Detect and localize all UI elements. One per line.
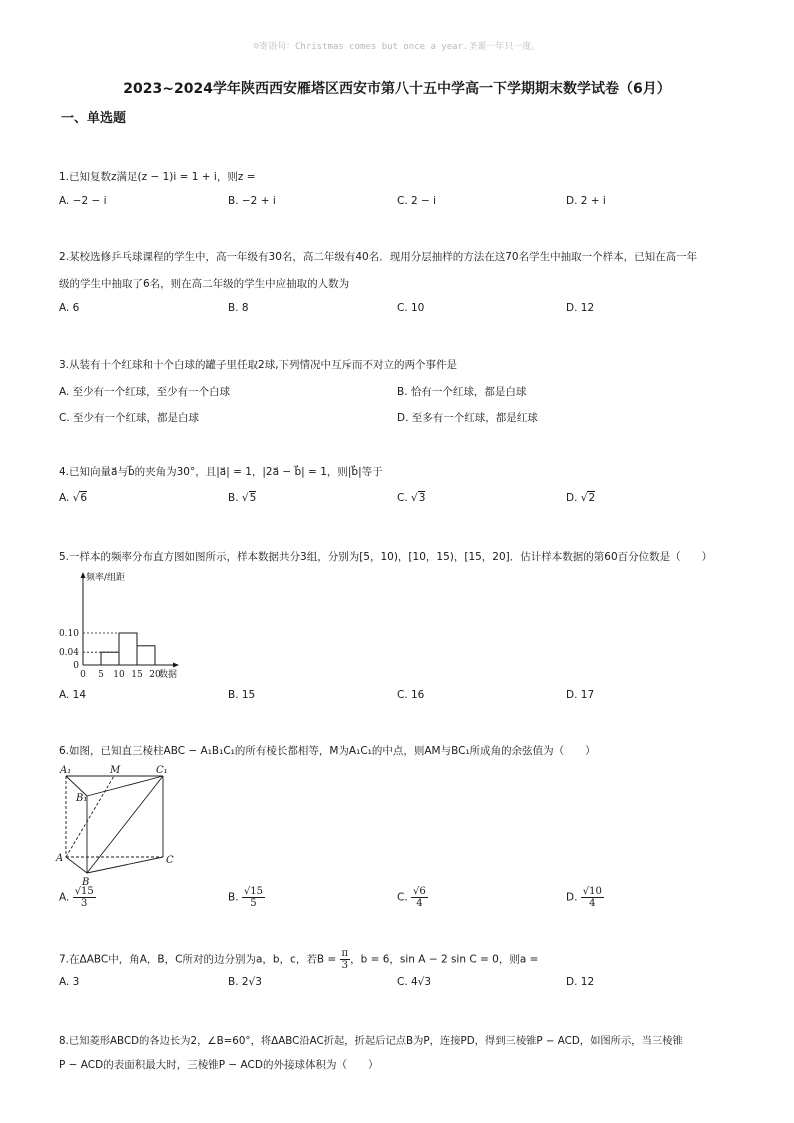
q2-option-c[interactable]: C. 10 <box>397 302 425 314</box>
question-8-stem-line1: 8.已知菱形ABCD的各边长为2，∠B=60°，将ΔABC沿AC折起，折起后记点B为P，连接PD，得到三棱锥P − ACD，如图所示，当三棱锥 <box>59 1035 683 1047</box>
q3-option-c[interactable]: C. 至少有一个红球，都是白球 <box>59 412 200 424</box>
segment-a-m-hidden <box>66 776 114 857</box>
edge-b-c <box>87 857 163 873</box>
q1-option-d[interactable]: D. 2 + i <box>566 195 606 207</box>
q4-option-c-radicand: 3 <box>418 492 426 504</box>
q2-option-d[interactable]: D. 12 <box>566 302 595 314</box>
histogram-bar <box>137 646 155 665</box>
page-title: 2023~2024学年陕西西安雁塔区西安市第八十五中学高一下学期期末数学试卷（6月） <box>123 81 671 97</box>
q6-option-d[interactable]: D. $\frac{√10}{4}$ <box>566 886 602 909</box>
q5-option-d[interactable]: D. 17 <box>566 689 595 701</box>
prism-figure <box>52 763 182 888</box>
question-7-stem: 7.在ΔABC中，角A，B，C所对的边分别为a，b，c，若B = $\frac{\pi}{3}$ ，b = 6，sin A − 2 sin C = 0，则a = <box>59 948 539 971</box>
q5-option-b[interactable]: B. 15 <box>228 689 256 701</box>
x-axis-arrow <box>173 663 179 668</box>
q3-option-d[interactable]: D. 至多有一个红球，都是红球 <box>397 412 538 424</box>
q5-option-a[interactable]: A. 14 <box>59 689 87 701</box>
label-c: C <box>166 855 174 866</box>
x-axis-label: 数据 <box>159 670 178 680</box>
question-3-stem: 3.从装有十个红球和十个白球的罐子里任取2球,下列情况中互斥而不对立的两个事件是 <box>59 359 458 371</box>
y-axis-arrow <box>81 572 86 578</box>
q6-option-a[interactable]: A. $\frac{√15}{3}$ <box>59 886 94 909</box>
q4-option-a-radicand: 6 <box>80 492 88 504</box>
q6-option-c[interactable]: C. $\frac{√6}{4}$ <box>397 886 426 909</box>
q4-option-c[interactable]: C. √3 <box>397 492 426 504</box>
histogram-bar <box>119 633 137 665</box>
q7-option-b[interactable]: B. 2√3 <box>228 976 262 988</box>
question-5-stem: 5.一样本的频率分布直方图如图所示，样本数据共分3组，分别为[5，10)，[10，15)，[15，20]．估计样本数据的第60百分位数是（ ） <box>59 551 713 563</box>
question-6-stem: 6.如图，已知直三棱柱ABC − A₁B₁C₁的所有棱长都相等，M为A₁C₁的中点，则AM与BC₁所成角的余弦值为（ ） <box>59 745 596 757</box>
q7-option-a[interactable]: A. 3 <box>59 976 80 988</box>
q1-option-c[interactable]: C. 2 − i <box>397 195 437 207</box>
question-8-stem-line2: P − ACD的表面积最大时，三棱锥P − ACD的外接球体积为（ ） <box>59 1059 379 1071</box>
q1-option-a[interactable]: A. −2 − i <box>59 195 107 207</box>
q5-option-c[interactable]: C. 16 <box>397 689 425 701</box>
y-tick-label: 0.04 <box>58 648 79 659</box>
segment-b-c1 <box>87 776 163 873</box>
x-tick-label: 5 <box>98 670 104 680</box>
q3-option-a[interactable]: A. 至少有一个红球，至少有一个白球 <box>59 386 231 398</box>
question-2-stem-line1: 2.某校选修乒乓球课程的学生中，高一年级有30名，高二年级有40名．现用分层抽样的方法在这70名学生中抽取一个样本，已知在高一年 <box>59 251 698 263</box>
x-tick-label: 0 <box>80 670 86 680</box>
q2-option-b[interactable]: B. 8 <box>228 302 249 314</box>
q1-option-b[interactable]: B. −2 + i <box>228 195 276 207</box>
q6-option-b[interactable]: B. $\frac{√15}{5}$ <box>228 886 263 909</box>
label-b1: B₁ <box>76 793 88 804</box>
question-4-stem: 4.已知向量a⃗与b⃗的夹角为30°，且|a⃗| = 1，|2a⃗ − b⃗| = 1，则|b⃗|等于 <box>59 466 383 478</box>
x-tick-label: 15 <box>131 670 143 680</box>
q4-option-a[interactable]: A. √6 <box>59 492 88 504</box>
y-axis-label: 频率/组距 <box>86 573 126 583</box>
y-tick-label: 0 <box>73 661 79 671</box>
label-m: M <box>110 765 121 776</box>
edge-b1-c1 <box>87 776 163 796</box>
label-a: A <box>56 853 64 864</box>
section-heading: 一、单选题 <box>61 111 127 126</box>
q3-option-b[interactable]: B. 恰有一个红球，都是白球 <box>397 386 527 398</box>
q2-option-a[interactable]: A. 6 <box>59 302 80 314</box>
watermark: ☺寄语句：Christmas comes but once a year.圣诞一年只一度。 <box>253 42 541 52</box>
x-tick-label: 20 <box>149 670 161 680</box>
q4-option-b[interactable]: B. √5 <box>228 492 257 504</box>
q4-option-d-radicand: 2 <box>588 492 596 504</box>
q7-option-d[interactable]: D. 12 <box>566 976 595 988</box>
edge-a-b <box>66 857 87 873</box>
histogram-plot <box>59 571 179 680</box>
histogram-bar <box>101 652 119 665</box>
label-c1: C₁ <box>156 765 168 776</box>
q4-option-b-radicand: 5 <box>249 492 257 504</box>
y-tick-label: 0.10 <box>58 629 79 639</box>
histogram-chart <box>50 568 195 683</box>
label-b: B <box>82 877 90 888</box>
q7-option-c[interactable]: C. 4√3 <box>397 976 432 988</box>
q4-option-d[interactable]: D. √2 <box>566 492 596 504</box>
x-tick-label: 10 <box>113 670 125 680</box>
question-2-stem-line2: 级的学生中抽取了6名，则在高二年级的学生中应抽取的人数为 <box>59 278 350 290</box>
label-a1: A₁ <box>60 765 72 776</box>
question-1-stem: 1.已知复数z满足(z − 1)i = 1 + i，则z = <box>59 171 256 183</box>
